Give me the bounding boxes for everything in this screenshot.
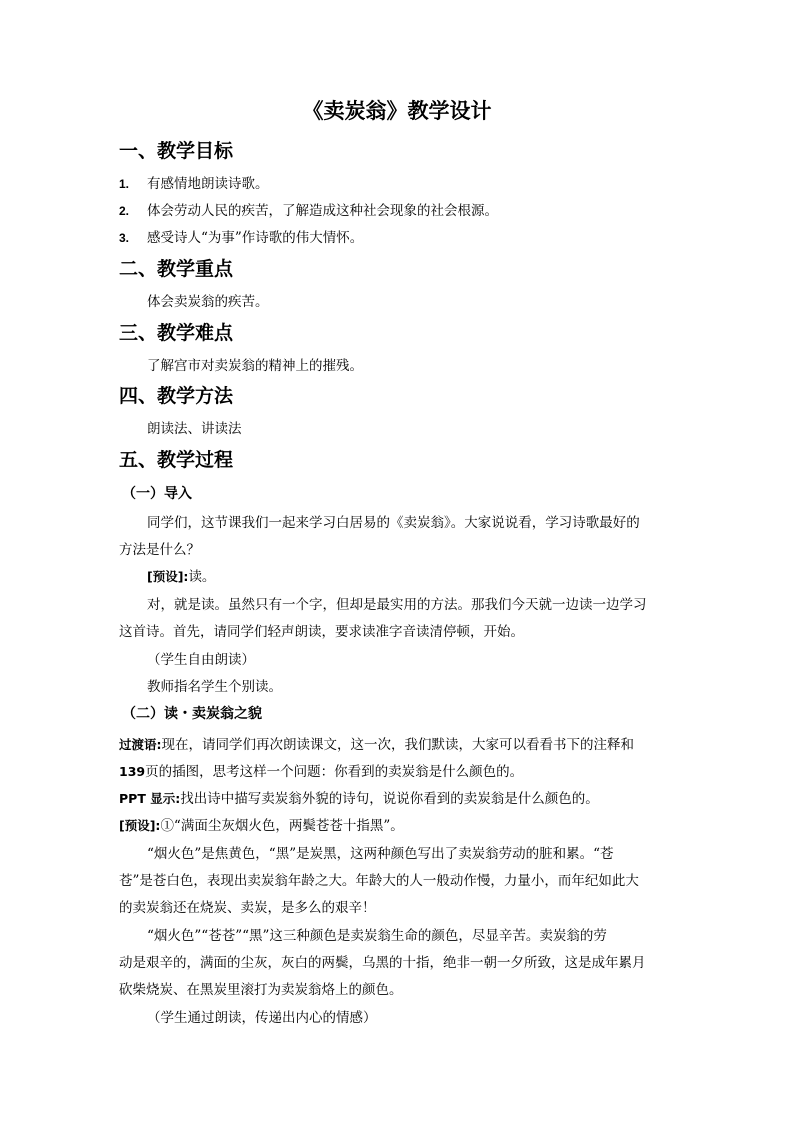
ppt-label: PPT 显示: bbox=[119, 791, 181, 806]
ppt-text: 找出诗中描写卖炭翁外貌的诗句，说说你看到的卖炭翁是什么颜色的。 bbox=[180, 791, 599, 807]
preset-text: ①“满面尘灰烟火色，两鬓苍苍十指黑”。 bbox=[160, 818, 404, 834]
paragraph-line: 方法是什么？ bbox=[119, 542, 200, 558]
paragraph-line: 这首诗。首先，请同学们轻声朗读，要求读准字音读清停顿，开始。 bbox=[119, 624, 524, 640]
paragraph-line: 同学们，这节课我们一起来学习白居易的《卖炭翁》。大家说说看，学习诗歌最好的 bbox=[147, 515, 640, 531]
difficulty-text: 了解宫市对卖炭翁的精神上的摧残。 bbox=[147, 358, 363, 374]
transition-line bbox=[119, 735, 634, 755]
transition-text: 页的插图，思考这样一个问题：你看到的卖炭翁是什么颜色的。 bbox=[145, 764, 524, 780]
goal-item bbox=[119, 201, 498, 221]
goal-item-number: 1. bbox=[119, 177, 130, 191]
section-heading-method: 四、教学方法 bbox=[119, 385, 234, 407]
paragraph-line: 砍柴烧炭、在黑炭里滚打为卖炭翁烙上的颜色。 bbox=[119, 982, 403, 998]
stage-note: （学生通过朗读，传递出内心的情感） bbox=[147, 1010, 377, 1026]
transition-line bbox=[119, 762, 523, 782]
method-text: 朗读法、讲读法 bbox=[147, 421, 242, 437]
goal-item-text: 感受诗人“为事”作诗歌的伟大情怀。 bbox=[147, 230, 364, 246]
preset-label: [预设]: bbox=[147, 569, 189, 584]
paragraph-line: 动是艰辛的，满面的尘灰，灰白的两鬓，乌黑的十指，绝非一朝一夕所致，这是成年累月 bbox=[119, 955, 646, 971]
preset-answer bbox=[119, 816, 404, 836]
goal-item-text: 体会劳动人民的疾苦，了解造成这种社会现象的社会根源。 bbox=[147, 203, 498, 219]
goal-item-number: 3. bbox=[119, 231, 130, 245]
subsection-heading-intro: （一）导入 bbox=[122, 486, 192, 502]
preset-text: 读。 bbox=[188, 569, 216, 585]
document-title: 《卖炭翁》教学设计 bbox=[302, 98, 492, 123]
transition-text: 现在，请同学们再次朗读课文，这一次，我们默读，大家可以看看书下的注释和 bbox=[161, 737, 634, 753]
goal-item-text: 有感情地朗读诗歌。 bbox=[147, 176, 269, 192]
goal-item bbox=[119, 228, 363, 248]
paragraph-line: “烟火色”是焦黄色，“黑”是炭黑，这两种颜色写出了卖炭翁劳动的脏和累。“苍 bbox=[147, 846, 614, 862]
section-heading-goals: 一、教学目标 bbox=[119, 140, 234, 162]
goal-item-number: 2. bbox=[119, 204, 130, 218]
section-heading-focus: 二、教学重点 bbox=[119, 258, 234, 280]
paragraph-line: “烟火色”“苍苍”“黑”这三种颜色是卖炭翁生命的颜色，尽显辛苦。卖炭翁的劳 bbox=[147, 928, 607, 944]
section-heading-process: 五、教学过程 bbox=[119, 449, 234, 471]
paragraph-line: 苍”是苍白色，表现出卖炭翁年龄之大。年龄大的人一般动作慢，力量小，而年纪如此大 bbox=[119, 873, 639, 889]
preset-label: [预设]: bbox=[119, 818, 161, 833]
goal-item bbox=[119, 174, 269, 194]
section-heading-difficulty: 三、教学难点 bbox=[119, 322, 234, 344]
focus-text: 体会卖炭翁的疾苦。 bbox=[147, 294, 269, 310]
preset-answer bbox=[147, 567, 215, 587]
subsection-heading-appearance: （二）读・卖炭翁之貌 bbox=[122, 706, 262, 722]
stage-note: （学生自由朗读） bbox=[147, 652, 255, 668]
stage-note: 教师指名学生个别读。 bbox=[147, 679, 282, 695]
ppt-display bbox=[119, 789, 599, 809]
page-number-ref: 139 bbox=[119, 764, 146, 779]
transition-label: 过渡语: bbox=[119, 737, 162, 752]
paragraph-line: 的卖炭翁还在烧炭、卖炭，是多么的艰辛！ bbox=[119, 900, 376, 916]
paragraph-line: 对，就是读。虽然只有一个字，但却是最实用的方法。那我们今天就一边读一边学习 bbox=[147, 597, 647, 613]
